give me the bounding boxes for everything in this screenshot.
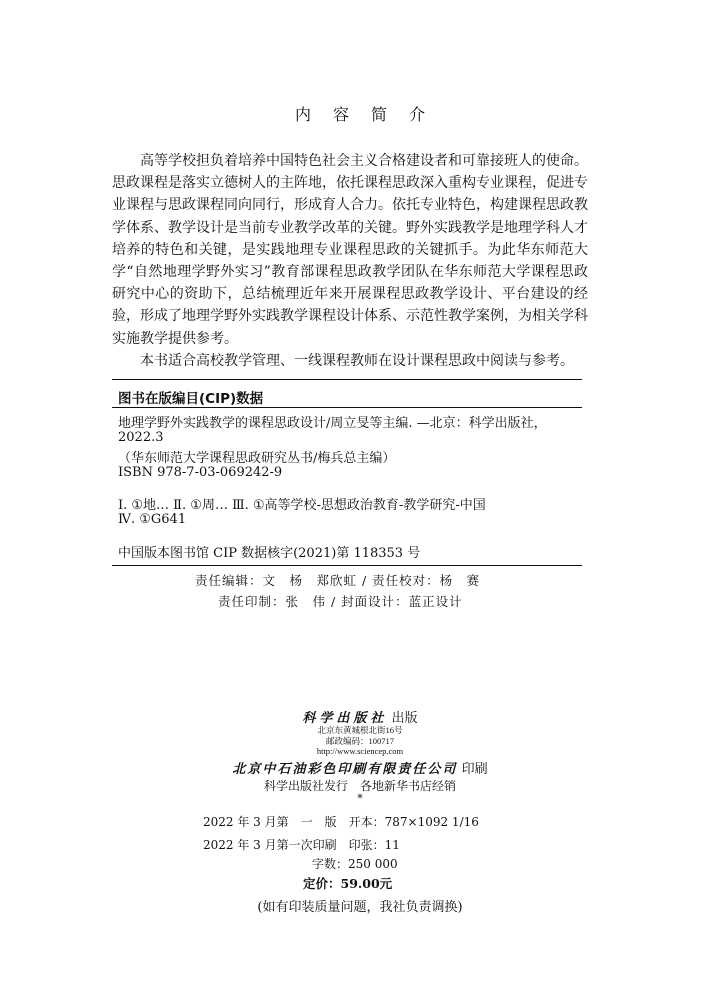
publisher-suffix: 出版 [391,711,418,726]
cip-bottom-rule [112,565,582,566]
printer-line [0,758,720,777]
credits-line-1: 责任编辑：文 杨 郑欣虹 / 责任校对：杨 赛 [195,573,481,588]
cip-line-1: 地理学野外实践教学的课程思政设计/周立旻等主编. —北京：科学出版社， [118,416,547,431]
page-title: 内容简介 [294,105,447,124]
intro-paragraph-2: 本书适合高校教学管理、一线课程教师在设计课程思政中阅读与参考。 [140,352,574,369]
edition-line-1: 2022 年 3 月第 一 版 开本：787×1092 1/16 [203,815,479,829]
quality-note: (如有印装质量问题，我社负责调换) [257,900,463,915]
distribution-line: 科学出版社发行 各地新华书店经销 [263,779,456,793]
intro-paragraph-1: 高等学校担负着培养中国特色社会主义合格建设者和可靠接班人的使命。思政课程是落实立德树人的主阵地，依托课程思政深入重构专业课程，促进专业课程与思政课程同向同行，形成育人合力。依托专业特色，构建课程思政教学体系、教学设计是当前专业教学改革的关键。野外实践教学是地理学科人才培养的特色和关键，是实践地理专业课程思政的关键抓手。为此华东师范大学“自然地理学野外实习”教育部课程思政教学团队在华东师范大学课程思政研究中心的资助下，总结梳理近年来开展课程思政教学设计、平台建设的经验，形成了地理学野外实践教学课程设计体系、示范性教学案例，为相关学科实施教学提供参考。 [112,153,588,347]
cip-line-2: 2022.3 [118,430,164,445]
separator-star: * [357,792,363,805]
credits-line-2: 责任印制：张 伟 / 封面设计：蓝正设计 [218,594,463,609]
price: 定价：59.00元 [303,876,393,891]
printer-suffix: 印刷 [461,762,488,777]
publisher-website: http://www.sciencep.com [316,746,404,756]
printer-name: 北京中石油彩色印刷有限责任公司 [232,762,458,777]
intro-section [112,150,588,372]
cip-classification-2: Ⅳ. ①G641 [118,512,187,527]
publisher-address: 北京东黄城根北街16号 [317,725,403,735]
cip-title: 图书在版编目(CIP)数据 [118,391,264,407]
cip-line-3: （华东师范大学课程思政研究丛书/梅兵总主编） [118,451,396,466]
cip-title-rule [112,407,582,408]
publisher-name: 科学出版社 [302,711,388,726]
edition-line-2: 2022 年 3 月第一次印刷 印张：11 [203,838,400,852]
cip-verify: 中国版本图书馆 CIP 数据核字(2021)第 118353 号 [118,546,421,561]
cip-classification-1: Ⅰ. ①地… Ⅱ. ①周… Ⅲ. ①高等学校-思想政治教育-教学研究-中国 [118,498,486,513]
cip-top-rule [112,379,582,380]
word-count: 字数：250 000 [312,857,398,871]
publisher-postcode: 邮政编码：100717 [325,736,394,746]
cip-isbn: ISBN 978-7-03-069242-9 [118,465,283,480]
